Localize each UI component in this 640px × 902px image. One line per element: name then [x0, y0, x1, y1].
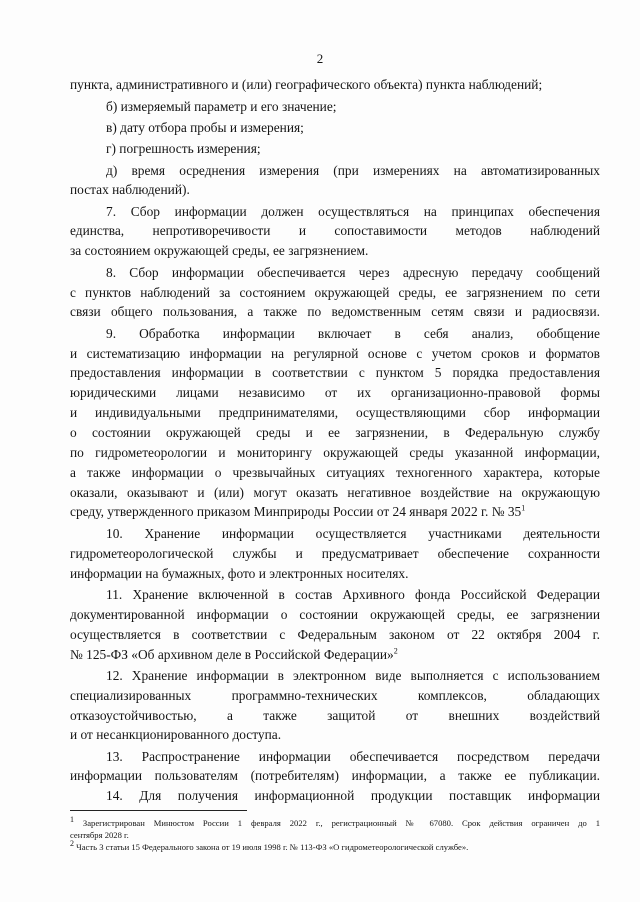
text-line: информации пользователям (потребителям) информации, а также ее публикации. — [70, 768, 600, 783]
text-line: 10. Хранение информации осуществляется участниками деятельности — [106, 526, 600, 541]
text-line: отказоустойчивостью, а также защитой от внешних воздействий — [70, 708, 600, 723]
text-line: документированной информации о состоянии окружающей среды, ее загрязнении — [70, 607, 600, 622]
text-line: 11. Хранение включенной в состав Архивного фонда Российской Федерации — [106, 587, 600, 602]
text-line-content: № 125-ФЗ «Об архивном деле в Российской Федерации» — [70, 647, 394, 662]
text-line: информации на бумажных, фото и электронных носителях. — [70, 566, 409, 581]
text-line: юридическими лицами независимо от их организационно-правовой формы — [70, 385, 600, 400]
text-line: 12. Хранение информации в электронном виде выполняется с использованием — [106, 668, 600, 683]
footnote-mark: 1 — [70, 815, 74, 825]
text-line: и от несанкционированного доступа. — [70, 727, 282, 742]
text-line: специализированных программно-технических комплексов, обладающих — [70, 688, 600, 703]
text-line: г) погрешность измерения; — [106, 141, 261, 156]
footnote-mark: 2 — [70, 839, 74, 849]
text-line: 13. Распространение информации обеспечивается посредством передачи — [106, 749, 600, 764]
text-line: осуществляется в соответствии с Федеральным законом от 22 октября 2004 г. — [70, 627, 600, 642]
text-line: о состоянии окружающей среды и ее загрязнении, в Федеральную службу — [70, 425, 600, 440]
text-line: гидрометеорологической службы и предусматривает обеспечение сохранности — [70, 546, 600, 561]
footnote: сентября 2028 г. — [70, 830, 129, 840]
text-line: оказали, оказывают и (или) могут оказать негативное воздействие на окружающую — [70, 485, 600, 500]
text-line: с пунктов наблюдений за состоянием окружающей среды, ее загрязнением по сети — [70, 285, 600, 300]
footnote-text: Часть 3 статьи 15 Федерального закона от 19 июля 1998 г. № 113-ФЗ «О гидрометеорологической службе». — [76, 842, 469, 852]
text-line: и систематизацию информации на регулярной основе с учетом сроков и форматов — [70, 346, 600, 361]
text-line — [70, 503, 600, 521]
text-line: б) измеряемый параметр и его значение; — [106, 99, 337, 114]
text-line-content: среду, утвержденного приказом Минприроды России от 24 января 2022 г. № 35 — [70, 504, 522, 519]
text-line: пункта, административного и (или) географического объекта) пункта наблюдений; — [70, 77, 543, 92]
footnote-separator — [70, 810, 247, 811]
text-line: а также информации о чрезвычайных ситуациях техногенного характера, которые — [70, 465, 600, 480]
text-line: в) дату отбора пробы и измерения; — [106, 120, 304, 135]
text-line: за состоянием окружающей среды, ее загрязнением. — [70, 243, 369, 258]
text-line: 9. Обработка информации включает в себя анализ, обобщение — [106, 326, 600, 341]
text-line: 7. Сбор информации должен осуществляться на принципах обеспечения — [106, 204, 600, 219]
text-line: по гидрометеорологии и мониторингу окружающей среды указанной информации, — [70, 445, 600, 460]
text-line — [70, 646, 600, 664]
text-line: 14. Для получения информационной продукции поставщик информации — [106, 788, 600, 803]
footnote-text: Зарегистрирован Минюстом России 1 февраля 2022 г., регистрационный № 67080. Срок действия ограничен до 1 — [82, 818, 600, 828]
text-line: постах наблюдений). — [70, 182, 190, 197]
text-line: и индивидуальными предпринимателями, осуществляющими сбор информации — [70, 405, 600, 420]
footnote — [70, 839, 600, 853]
text-line: 8. Сбор информации обеспечивается через адресную передачу сообщений — [106, 265, 600, 280]
page-number: 2 — [316, 51, 324, 66]
text-line: д) время осреднения измерения (при измерениях на автоматизированных — [106, 163, 600, 178]
text-line: предоставления информации в соответствии с пунктом 5 порядка предоставления — [70, 365, 600, 380]
footnote — [70, 815, 600, 829]
footnote-ref: 2 — [393, 646, 398, 656]
footnote-ref: 1 — [521, 503, 526, 513]
text-line: единства, непротиворечивости и сопоставимости методов наблюдений — [70, 223, 600, 238]
text-line: связи общего пользования, а также по ведомственным сетям связи и радиосвязи. — [70, 304, 600, 319]
